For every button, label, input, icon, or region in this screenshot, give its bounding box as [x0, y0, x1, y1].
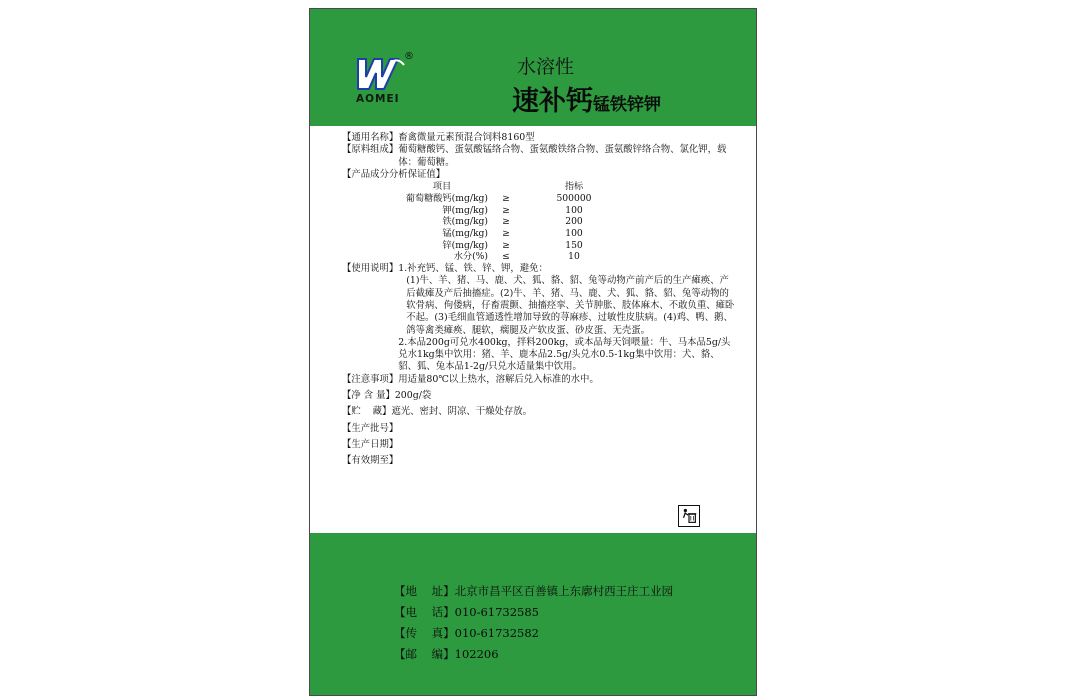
- main-title-text: 速补钙: [512, 86, 593, 117]
- phone-label: 【电 话】: [394, 605, 455, 619]
- analysis-row: [396, 251, 624, 263]
- postcode-label: 【邮 编】: [394, 647, 455, 661]
- main-title: [512, 79, 661, 118]
- expiry-row: [342, 455, 738, 467]
- batch-row: [342, 423, 738, 435]
- fax-row: [394, 623, 714, 644]
- usage-line-2: 2.本品200g可兑水400kg，拌料200kg，或本品每天饲喂量：牛、马本品5g/头兑水1kg集中饮用：猪、羊、鹿本品2.5g/头兑水0.5-1kg集中饮用：犬、貉、貂、狐、兔本品1-2g/只兑水适量集中饮用。: [398, 336, 731, 373]
- usage-section: [342, 263, 738, 374]
- expiry-label: 【有效期至】: [342, 455, 399, 467]
- analysis-value: 100: [565, 228, 583, 239]
- analysis-header-row: [396, 181, 624, 193]
- analysis-header-sym: [488, 181, 524, 193]
- storage-value: 遮光、密封、阴凉、干燥处存放。: [391, 406, 533, 418]
- composition-row: [342, 144, 738, 169]
- phone-value: 010-61732585: [454, 605, 539, 619]
- analysis-row: [396, 228, 624, 240]
- analysis-item: 水分(%): [453, 251, 488, 263]
- notice-value: 用适量80℃以上热水，溶解后兑入标准的水中。: [398, 373, 599, 385]
- generic-name-value: 畜禽微量元素预混合饲料8160型: [398, 132, 535, 143]
- registered-mark: ®: [404, 51, 414, 62]
- analysis-item: 铁(mg/kg): [442, 216, 488, 228]
- net-value: 200g/袋: [394, 390, 432, 402]
- sub-title: 水溶性: [517, 56, 575, 78]
- analysis-sym: ≥: [502, 192, 510, 204]
- net-row: [342, 390, 738, 402]
- analysis-sym: ≥: [502, 204, 510, 216]
- top-green-band: [310, 9, 756, 126]
- generic-name-row: [342, 132, 738, 144]
- postcode-row: [394, 644, 714, 665]
- usage-line-1: 1.补充钙、锰、铁、锌、钾，避免：: [398, 263, 548, 275]
- analysis-sym: ≥: [502, 239, 510, 251]
- address-value: 北京市昌平区百善镇上东廓村西王庄工业园: [454, 584, 674, 598]
- trash-disposal-icon: [678, 505, 700, 527]
- contact-info: [394, 581, 714, 665]
- phone-row: [394, 602, 714, 623]
- composition-label: 【原料组成】: [342, 144, 399, 156]
- analysis-table: [396, 181, 624, 263]
- notice-row: [342, 374, 738, 386]
- analysis-sym: ≤: [502, 251, 510, 263]
- analysis-item: 钾(mg/kg): [442, 204, 488, 216]
- analysis-label: 【产品成分分析保证值】: [342, 168, 446, 180]
- analysis-value: 10: [568, 251, 580, 263]
- fax-label: 【传 真】: [394, 626, 455, 640]
- product-info: [342, 132, 738, 468]
- aomei-logo: [354, 51, 414, 107]
- analysis-sym: ≥: [502, 228, 510, 239]
- analysis-row: [396, 216, 624, 228]
- date-row: [342, 439, 738, 451]
- analysis-item: 葡萄糖酸钙(mg/kg): [405, 192, 488, 204]
- analysis-item: 锌(mg/kg): [442, 239, 488, 251]
- analysis-row: [396, 205, 624, 217]
- aomei-logo-mark: [354, 53, 408, 93]
- analysis-row: [396, 193, 624, 205]
- composition-value: 葡萄糖酸钙、蛋氨酸锰络合物、蛋氨酸铁络合物、蛋氨酸锌络合物、氯化钾，载体：葡萄糖。: [398, 144, 727, 168]
- analysis-value: 200: [565, 216, 583, 228]
- usage-body: [398, 263, 738, 374]
- usage-label: 【使用说明】: [342, 263, 399, 275]
- analysis-row: [396, 240, 624, 252]
- main-title-suffix: 锰铁锌钾: [593, 95, 661, 115]
- product-label-card: [309, 8, 757, 696]
- address-row: [394, 581, 714, 602]
- storage-label: 【贮 藏】: [342, 406, 392, 418]
- fax-value: 010-61732582: [454, 626, 539, 640]
- address-label: 【地 址】: [394, 584, 455, 598]
- date-label: 【生产日期】: [342, 438, 399, 450]
- brand-name: AOMEI: [356, 93, 400, 105]
- analysis-sym: ≥: [502, 216, 510, 228]
- usage-paragraph-1: (1)牛、羊、猪、马、鹿、犬、狐、貉、貂、兔等动物产前产后的生产瘫痪、产后截瘫及产后抽搐症。(2)牛、羊、猪、马、鹿、犬、狐、貉、貂、兔等动物的软骨病、佝偻病，仔畜震颤、抽搐痉挛、关节肿胀、肢体麻木、不敢负重、瘫卧不起。(3)毛细血管通透性增加导致的荨麻疹、过敏性皮肤病。(4)鸡、鸭、鹅、鸽等禽类瘫痪、腿软，瘸腿及产软皮蛋、砂皮蛋、无壳蛋。: [406, 275, 735, 336]
- notice-label: 【注意事项】: [342, 373, 399, 385]
- analysis-heading: [342, 169, 738, 181]
- storage-row: [342, 406, 738, 418]
- net-label: 【净 含 量】: [342, 390, 395, 402]
- postcode-value: 102206: [454, 647, 499, 661]
- batch-label: 【生产批号】: [342, 422, 399, 434]
- analysis-value: 500000: [556, 192, 592, 204]
- analysis-value: 100: [565, 204, 583, 216]
- analysis-header-value: 指标: [564, 181, 584, 193]
- analysis-item: 锰(mg/kg): [442, 228, 488, 239]
- analysis-header-item: 项目: [432, 181, 452, 193]
- analysis-value: 150: [565, 239, 583, 251]
- generic-name-label: 【通用名称】: [342, 132, 399, 143]
